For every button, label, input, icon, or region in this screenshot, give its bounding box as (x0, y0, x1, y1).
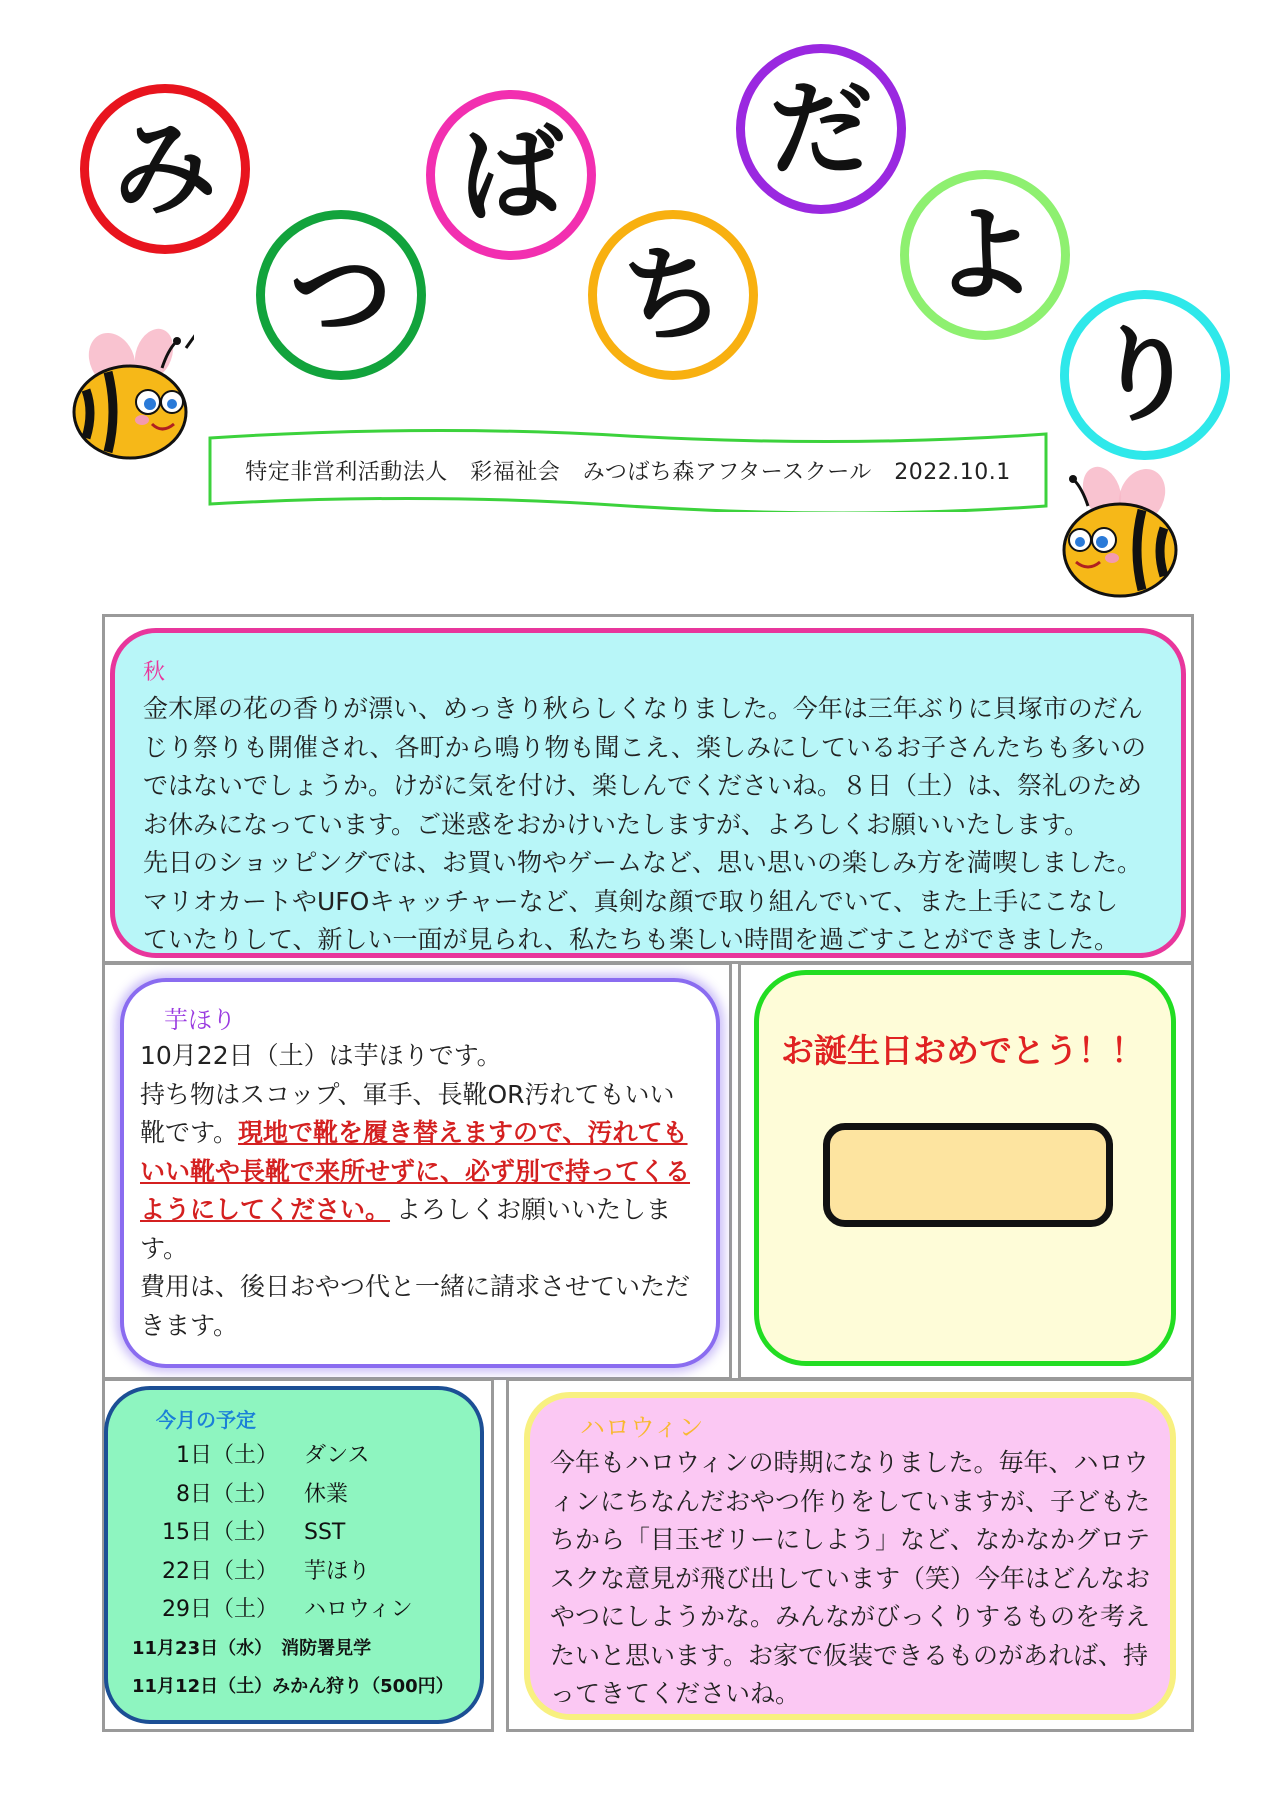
imohori-line (140, 1191, 698, 1230)
imohori-text: よろしくお願いいたしま (396, 1195, 672, 1224)
schedule-event: ハロウィン (304, 1597, 413, 1622)
autumn-line: マリオカートやUFOキャッチャーなど、真剣な顔で取り組んでいて、また上手にこなし (143, 886, 1119, 916)
schedule-date: 29日（土） (162, 1597, 278, 1622)
halloween-line: ちから「目玉ゼリーにしよう」など、なかなかグロテ (550, 1525, 1151, 1554)
birthday-card (823, 1123, 1113, 1227)
schedule-row (132, 1591, 480, 1630)
org-line: 特定非営利活動法人 彩福祉会 みつばち森アフタースクール 2022.10.1 (245, 459, 1011, 485)
title-circle-2: つ (256, 210, 426, 380)
halloween-line: やつにしようかな。みんながびっくりするものを考え (550, 1602, 1151, 1631)
imohori-text: 靴です。 (140, 1118, 239, 1147)
title-circle-3: ば (426, 90, 596, 260)
birthday-box (754, 970, 1176, 1366)
imohori-line (140, 1114, 698, 1153)
schedule-extra: 11月23日（水） 消防署見学 (132, 1637, 372, 1659)
schedule-date: 1日（土） (176, 1443, 278, 1468)
autumn-heading: 秋 (143, 660, 166, 685)
title-circle-7: り (1060, 290, 1230, 460)
imohori-line: 持ち物はスコップ、軍手、長靴OR汚れてもいい (140, 1079, 675, 1109)
schedule-date: 22日（土） (162, 1558, 278, 1584)
imohori-emphasis: いい靴や長靴で来所せずに、必ず別で持ってくる (140, 1156, 691, 1186)
title-circle-5: だ (736, 44, 906, 214)
halloween-box (524, 1392, 1176, 1720)
halloween-line: ィンにちなんだおやつ作りをしていますが、子どもた (550, 1486, 1151, 1516)
schedule-row (132, 1476, 480, 1515)
schedule-date: 8日（土） (176, 1481, 278, 1507)
title-circle-1: み (80, 84, 250, 254)
birthday-heading: お誕生日おめでとう！！ (781, 1031, 1144, 1070)
imohori-emphasis: 現地で靴を履き替えますので、汚れても (238, 1118, 688, 1147)
schedule-event: 芋ほり (304, 1558, 371, 1584)
imohori-line: きます。 (140, 1310, 239, 1340)
autumn-line: 先日のショッピングでは、お買い物やゲームなど、思い思いの楽しみ方を満喫しました。 (143, 848, 1143, 877)
imohori-line: 10月22日（土）は芋ほりです。 (140, 1041, 502, 1070)
title-circle-6: よ (900, 170, 1070, 340)
halloween-line: ってきてくださいね。 (550, 1679, 801, 1708)
title-circle-4: ち (588, 210, 758, 380)
schedule-date: 15日（土） (162, 1520, 278, 1545)
bee-right-icon (1056, 458, 1186, 608)
schedule-heading: 今月の予定 (156, 1408, 256, 1432)
schedule-row (132, 1437, 480, 1476)
org-banner (208, 428, 1048, 512)
autumn-line: じり祭りも開催され、各町から鳴り物も聞こえ、楽しみにしているお子さんたちも多いの (143, 732, 1147, 762)
schedule-row (132, 1553, 480, 1592)
autumn-text (143, 690, 1157, 960)
schedule-event: SST (304, 1520, 346, 1545)
schedule-row (132, 1514, 480, 1553)
halloween-line: 今年もハロウィンの時期になりました。毎年、ハロウ (550, 1448, 1149, 1477)
halloween-heading: ハロウィン (580, 1413, 704, 1442)
schedule-extra: 11月12日（土）みかん狩り（500円） (132, 1676, 454, 1697)
autumn-line: お休みになっています。ご迷惑をおかけいたしますが、よろしくお願いいたします。 (143, 809, 1090, 839)
imohori-line: す。 (140, 1233, 189, 1263)
autumn-line: ていたりして、新しい一面が見られ、私たちも楽しい時間を過ごすことができました。 (143, 925, 1120, 954)
imohori-box (120, 978, 720, 1368)
schedule-event: 休業 (304, 1481, 349, 1507)
imohori-emphasis: ようにしてください。 (140, 1195, 391, 1224)
autumn-box (110, 628, 1186, 958)
imohori-heading: 芋ほり (164, 1006, 236, 1034)
halloween-line: スクな意見が飛び出しています（笑）今年はどんなお (550, 1563, 1151, 1593)
schedule-box (104, 1386, 484, 1724)
halloween-line: たいと思います。お家で仮装できるものがあれば、持 (550, 1640, 1149, 1670)
autumn-line: ではないでしょうか。けがに気を付け、楽しんでくださいね。８日（土）は、祭礼のため (143, 771, 1143, 800)
imohori-line: 費用は、後日おやつ代と一緒に請求させていただ (140, 1272, 691, 1301)
autumn-line: 金木犀の花の香りが漂い、めっきり秋らしくなりました。今年は三年ぶりに貝塚市のだん (143, 694, 1143, 723)
schedule-event: ダンス (304, 1443, 370, 1468)
bee-left-icon (64, 320, 194, 470)
imohori-line (140, 1153, 698, 1192)
schedule-list (132, 1437, 480, 1630)
